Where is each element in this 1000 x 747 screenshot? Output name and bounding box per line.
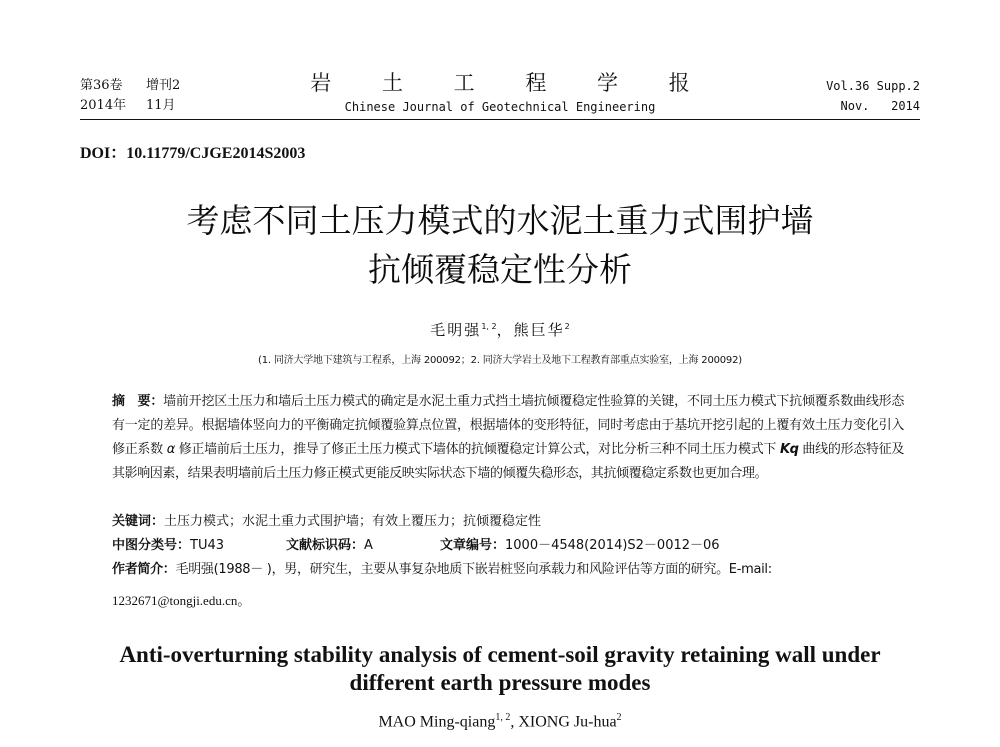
author2-cn-affil: 2 xyxy=(564,322,570,331)
journal-title-cn: 岩 土 工 程 学 报 xyxy=(310,71,712,95)
keywords xyxy=(112,510,904,534)
kq-symbol: Kq xyxy=(779,442,799,457)
abstract-text-c: 曲线的形态特征及其影响因素，结果表明墙前后土压力修正模式更能反映实际状态下墙的倾覆失稳形态，其抗倾覆稳定系数也更加合理。 xyxy=(112,442,904,481)
author1-en: MAO Ming-qiang xyxy=(378,713,496,731)
abstract-text-a: 墙前开挖区土压力和墙后土压力模式的确定是水泥土重力式挡土墙抗倾覆稳定性验算的关键，不同土压力模式下抗倾覆系数曲线形态有一定的差异。根据墙体竖向力的平衡确定抗倾覆验算点位置，根据墙体的变形特征，同时考虑由于基坑开挖引起的上覆有效土压力变化引入修正系数 xyxy=(112,394,904,457)
doi-label: DOI： xyxy=(80,145,127,162)
title-cn-line1: 考虑不同土压力模式的水泥土重力式围护墙 xyxy=(186,201,814,240)
year-cn: 2014年 xyxy=(80,98,127,113)
paper-title-en xyxy=(100,641,900,697)
header-rule xyxy=(80,119,920,120)
article-no-label: 文章编号： xyxy=(440,538,506,553)
volume-cn: 第36卷 xyxy=(80,78,123,93)
classification-line xyxy=(112,534,904,558)
title-en-line1: Anti-overturning stability analysis of cement-soil gravity retaining wall under xyxy=(119,642,881,667)
title-cn-line2: 抗倾覆稳定性分析 xyxy=(368,250,632,289)
keywords-label: 关键词： xyxy=(112,514,165,529)
abstract xyxy=(112,390,904,486)
paper-title-cn xyxy=(100,196,900,294)
author-sep-en: , xyxy=(510,713,519,731)
header-issue-info xyxy=(80,76,180,116)
alpha-symbol: α xyxy=(166,442,175,457)
affiliation-cn: (1. 同济大学地下建筑与工程系，上海 200092；2. 同济大学岩土及地下工程教育部重点实验室，上海 200092) xyxy=(258,355,742,366)
author1-cn: 毛明强 xyxy=(430,321,482,339)
article-no-value: 1000－4548(2014)S2－0012－06 xyxy=(505,538,720,553)
author1-cn-affil: 1, 2 xyxy=(481,322,497,331)
abstract-text-b: 修正墙前后土压力，推导了修正土压力模式下墙体的抗倾覆稳定计算公式，对比分析三种不同土压力模式下 xyxy=(174,442,780,457)
year-en: 2014 xyxy=(891,99,920,113)
title-en-line2: different earth pressure modes xyxy=(349,670,651,695)
doi xyxy=(80,140,305,163)
author2-en: XIONG Ju-hua xyxy=(518,713,617,731)
header-journal xyxy=(280,70,720,116)
author2-en-affil: 2 xyxy=(616,712,622,723)
abstract-label: 摘 要： xyxy=(112,394,164,409)
header-volume-info xyxy=(826,76,920,116)
volume-en: Vol.36 Supp.2 xyxy=(826,79,920,93)
issue-cn: 增刊2 xyxy=(146,78,181,93)
doc-code-label: 文献标识码： xyxy=(286,538,365,553)
month-en: Nov. xyxy=(840,99,870,113)
clc-label: 中图分类号： xyxy=(112,538,191,553)
author2-cn: 熊巨华 xyxy=(513,321,565,339)
doi-value: 10.11779/CJGE2014S2003 xyxy=(126,145,306,162)
authors-en xyxy=(0,712,1000,731)
clc-value: TU43 xyxy=(190,538,225,553)
author-bio xyxy=(112,558,904,582)
author1-en-affil: 1, 2 xyxy=(495,712,511,723)
author-email[interactable]: 1232671@tongji.edu.cn。 xyxy=(112,593,251,608)
journal-title-en: Chinese Journal of Geotechnical Engineering xyxy=(344,100,656,114)
author-bio-label: 作者简介： xyxy=(112,562,176,577)
doc-code-value: A xyxy=(364,538,373,553)
authors-cn xyxy=(0,319,1000,340)
author-sep-cn: ， xyxy=(496,321,514,339)
month-cn: 11月 xyxy=(146,98,176,113)
keywords-text: 土压力模式；水泥土重力式围护墙；有效上覆压力；抗倾覆稳定性 xyxy=(164,514,542,529)
author-bio-text: 毛明强(1988－ )，男，研究生，主要从事复杂地质下嵌岩桩竖向承载力和风险评估等方面的研究。E-mail: xyxy=(175,562,772,577)
